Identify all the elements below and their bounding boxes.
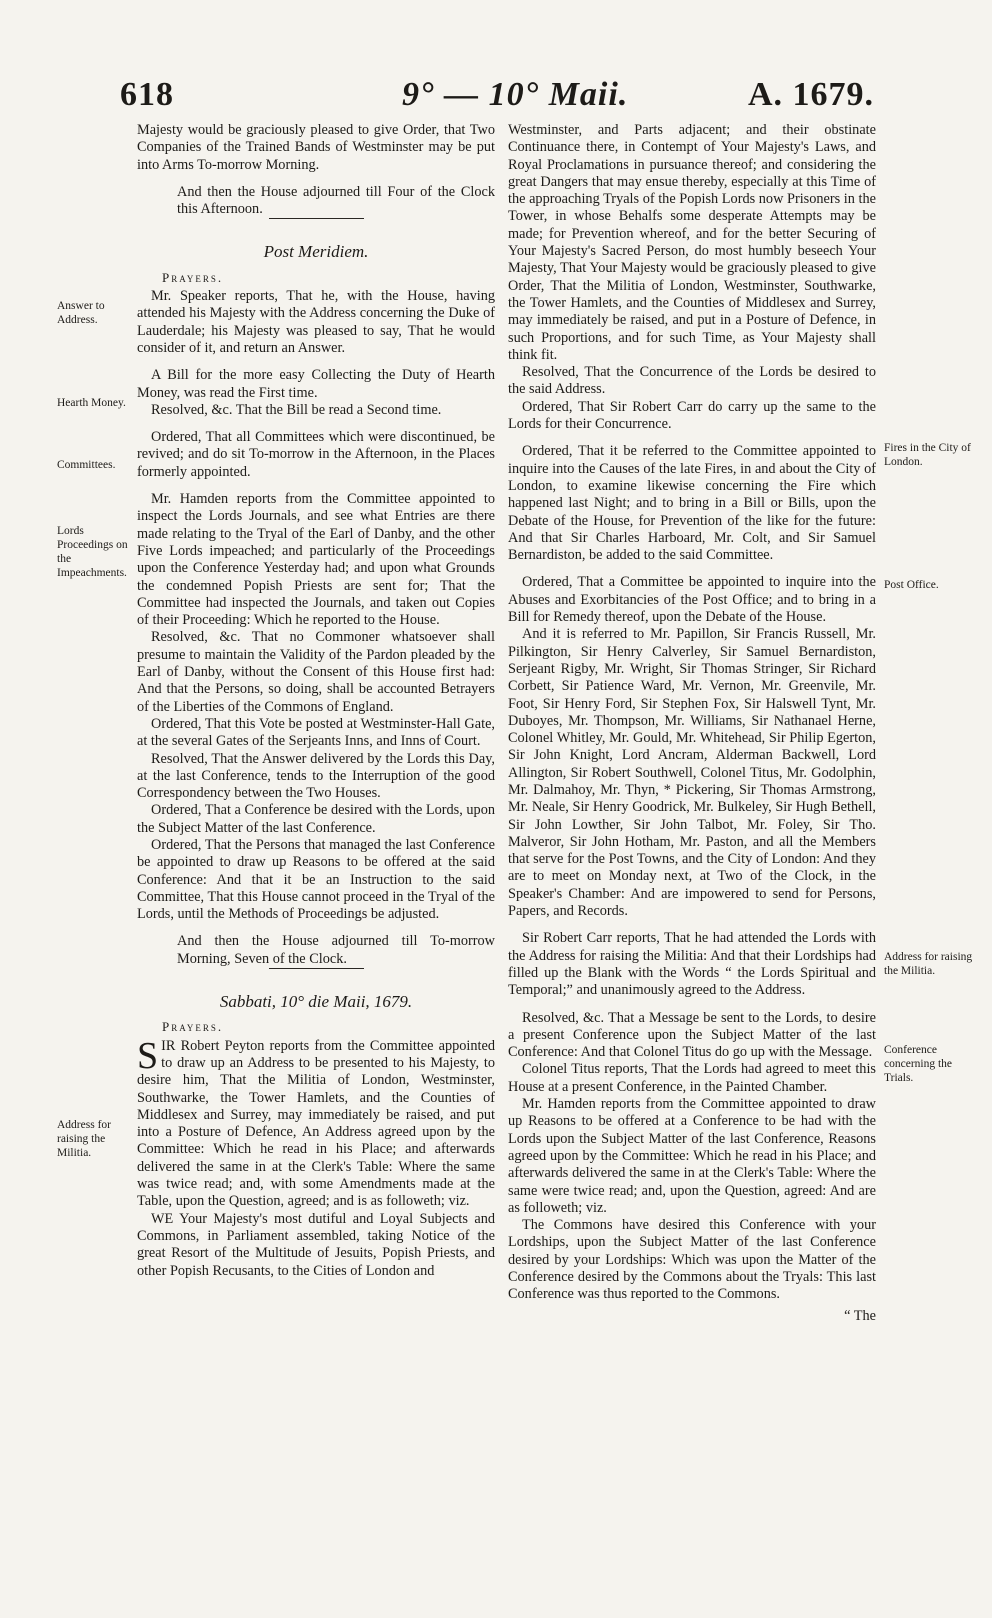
- paragraph: Ordered, That this Vote be posted at Westminster-Hall Gate, at the several Gates of the Serjeants Inns, and Inns of Court.: [137, 715, 495, 750]
- paragraph: Mr. Speaker reports, That he, with the House, having attended his Majesty with the Address concerning the Duke of Lauderdale; his Majesty was pleased to say, That he would consider of it, and return an Answer.: [137, 288, 495, 356]
- margin-note-address-militia: Address for raising the Militia.: [57, 1119, 111, 1159]
- section-heading: Sabbati, 10° die Maii, 1679.: [219, 992, 413, 1012]
- paragraph: Sir Robert Carr reports, That he had attended the Lords with the Address for raising the Militia: And that their Lordships had filled up the Blank with the Words “ the Lords Spiritual and Temporal;” and unanimously agreed to the Address.: [508, 930, 876, 999]
- prayers-heading: Prayers.: [162, 1019, 224, 1035]
- paragraph: And then the House adjourned till To-morrow Morning, Seven of the Clock.: [177, 933, 495, 967]
- running-year: A. 1679.: [748, 76, 875, 113]
- paragraph: Resolved, &c. That a Message be sent to the Lords, to desire a present Conference upon the Subject Matter of the last Conference: And that Colonel Titus do go up with the Message.: [508, 1009, 876, 1061]
- section-rule: [269, 968, 364, 969]
- paragraph: Colonel Titus reports, That the Lords had agreed to meet this House at a present Conference, in the Painted Chamber.: [508, 1061, 876, 1095]
- left-column: [137, 122, 495, 1280]
- paragraph: Ordered, That Sir Robert Carr do carry up the same to the Lords for their Concurrence.: [508, 398, 876, 433]
- paragraph: Mr. Hamden reports from the Committee appointed to inspect the Lords Journals, and see what Entries are there made relating to the Tryal of the Earl of Danby, and the other Five Lords impeached; and particularly of the Proceedings upon the Conference Yesterday had; and upon what Grounds the condemned Popish Priests are sent for; That the Committee had inspected the Journals, and taken out Copies of their Proceeding: Which he reported to the House.: [137, 491, 495, 629]
- margin-note-lords-proceedings: Lords Proceedings on the Impeachments.: [57, 525, 128, 579]
- paragraph: Ordered, That the Persons that managed the last Conference be appointed to draw up Reasons to be offered at the said Conference: And that it be an Instruction to the said Committee, That this House cannot proceed in the Tryal of the Lords, until the Methods of Proceedings be adjusted.: [137, 836, 495, 923]
- prayers-heading: Prayers.: [162, 269, 224, 285]
- paragraph: The Commons have desired this Conference with your Lordships, upon the Subject Matter of the last Conference desired by your Lordships: Which was upon the Matter of the Conference desired by the Commons about the Tryals: This last Conference was thus reported to the Commons.: [508, 1217, 876, 1303]
- paragraph: And then the House adjourned till Four of the Clock this Afternoon.: [177, 183, 495, 218]
- paragraph: Ordered, That all Committees which were discontinued, be revived; and do sit To-morrow in the Afternoon, in the Places formerly appointed.: [137, 429, 495, 480]
- right-column: [508, 122, 876, 1325]
- paragraph: Ordered, That a Committee be appointed to inquire into the Abuses and Exorbitancies of the Post Office; and to bring in a Bill for Remedy thereof, upon the Debate of the House.: [508, 574, 876, 626]
- paragraph: Resolved, &c. That no Commoner whatsoever shall presume to maintain the Validity of the Pardon pleaded by the Earl of Danby, without the Consent of this House first had: And that the Persons, so doing, shall be accounted Betrayers of the Liberties of the Commons of England.: [137, 629, 495, 715]
- paragraph: Mr. Hamden reports from the Committee appointed to draw up Reasons to be offered at a Conference to be had with the Lords upon the Subject Matter of the last Conference, Reasons agreed upon by the Committee: Which he read in his Place; and afterwards delivered the same in at the Clerk's Table: Where the same were twice read; and, upon the Question, agreed: And are as followeth; viz.: [508, 1096, 876, 1216]
- margin-note-answer-to-address: Answer to Address.: [57, 300, 105, 326]
- margin-note-committees: Committees.: [57, 459, 116, 471]
- paragraph: Ordered, That a Conference be desired with the Lords, upon the Subject Matter of the last Conference.: [137, 802, 495, 836]
- paragraph: Resolved, &c. That the Bill be read a Second time.: [151, 401, 442, 418]
- section-rule: [269, 218, 364, 219]
- paragraph: Resolved, That the Answer delivered by the Lords this Day, at the last Conference, tends to the Interruption of the good Correspondency between the Two Houses.: [137, 750, 495, 802]
- paragraph: WE Your Majesty's most dutiful and Loyal Subjects and Commons, in Parliament assembled, taking Notice of the great Resort of the Multitude of Jesuits, Popish Priests, and other Popish Recusants, to the Cities of London and: [137, 1210, 495, 1279]
- section-heading: Post Meridiem.: [263, 242, 369, 262]
- drop-cap: S: [137, 1034, 159, 1077]
- running-date: 9° — 10° Maii.: [402, 76, 629, 113]
- margin-note-conference-trials: Conference concerning the Trials.: [884, 1044, 953, 1084]
- paragraph: A Bill for the more easy Collecting the Duty of Hearth Money, was read the First time.: [137, 367, 495, 401]
- margin-note-hearth-money: Hearth Money.: [57, 397, 126, 409]
- paragraph: Majesty would be graciously pleased to give Order, that Two Companies of the Trained Bands of Westminster may be put into Arms To-morrow Morning.: [137, 122, 495, 173]
- catchword: “ The: [844, 1307, 876, 1324]
- paragraph: Westminster, and Parts adjacent; and their obstinate Continuance there, in Contempt of Your Majesty's Laws, and Royal Proclamations in pursuance thereof; and considering the great Dangers that may ensue thereby, especially at this Time of the approaching Tryals of the Popish Lords now Prisoners in the Tower, in whose Behalfs some desperate Attempts may be made; for Prevention whereof, and for the better Securing of Your Majesty's Sacred Person, do most humbly beseech Your Majesty, That Your Majesty would be graciously pleased to give Order, That the Militia of London, Westminster, Southwarke, the Tower Hamlets, and the Counties of Middlesex and Surrey, may immediately be raised, and put in a Posture of Defence, in such Proportions, and for such Time, as Your Majesty shall think fit.: [508, 122, 876, 363]
- paragraph: [137, 1034, 495, 1211]
- margin-note-fires: Fires in the City of London.: [884, 442, 971, 468]
- margin-note-post-office: Post Office.: [884, 579, 939, 591]
- margin-note-address-militia-right: Address for raising the Militia.: [884, 951, 973, 977]
- paragraph: Resolved, That the Concurrence of the Lords be desired to the said Address.: [508, 364, 876, 398]
- paragraph: Ordered, That it be referred to the Committee appointed to inquire into the Causes of the late Fires, in and about the City of London, to examine likewise concerning the Fire which happened last Night; and to bring in a Bill or Bills, upon the Debate of the House, for Prevention of the like for the future: And that Sir Charles Harboard, Mr. Colt, and Sir Samuel Bernardiston, be added to the said Committee.: [508, 443, 876, 564]
- paragraph: And it is referred to Mr. Papillon, Sir Francis Russell, Mr. Pilkington, Sir Henry Calverley, Sir Samuel Bernardiston, Serjeant Rigby, Mr. Wright, Sir Thomas Stringer, Sir Richard Corbett, Sir Patience Ward, Mr. Vernon, Mr. Greenvile, Mr. Foot, Sir Henry Ford, Sir Stephen Fox, Sir Halswell Tynt, Mr. Duboyes, Mr. Thompson, Mr. Williams, Sir Nathanael Herne, Colonel Whitley, Mr. Gould, Mr. Whitehead, Sir Philip Egerton, Sir John Knight, Lord Ancram, Alderman Backwell, Lord Allington, Sir Robert Southwell, Colonel Titus, Mr. Godolphin, Mr. Dalmahoy, Mr. Thyn, * Pickering, Sir Thomas Armstrong, Mr. Neale, Sir Henry Goodrick, Mr. Bulkeley, Sir Hugh Bethell, Sir John Lowther, Sir John Talbot, Mr. Foley, Sir Tho. Malveror, Sir John Hotham, Mr. Paston, and all the Members that serve for the Post Towns, and the City of London: And they are to meet on Monday next, at Two of the Clock, in the Speaker's Chamber: And are impowered to send for Persons, Papers, and Records.: [508, 626, 876, 920]
- paragraph-text: IR Robert Peyton reports from the Committee appointed to draw up an Address to be presented to his Majesty, to desire him, That the Militia of London, Westminster, Southwarke, the Tower Hamlets, and the Counties of Middlesex and Surrey, may immediately be raised, and put into a Posture of Defence, An Address agreed upon by the Committee: Which he read in his Place; and afterwards delivered the same in at the Clerk's Table: Where the same was twice read; and, with some Amendments made at the Table, upon the Question, agreed; and is as followeth; viz.: [137, 1037, 495, 1210]
- page-number: 618: [120, 76, 174, 113]
